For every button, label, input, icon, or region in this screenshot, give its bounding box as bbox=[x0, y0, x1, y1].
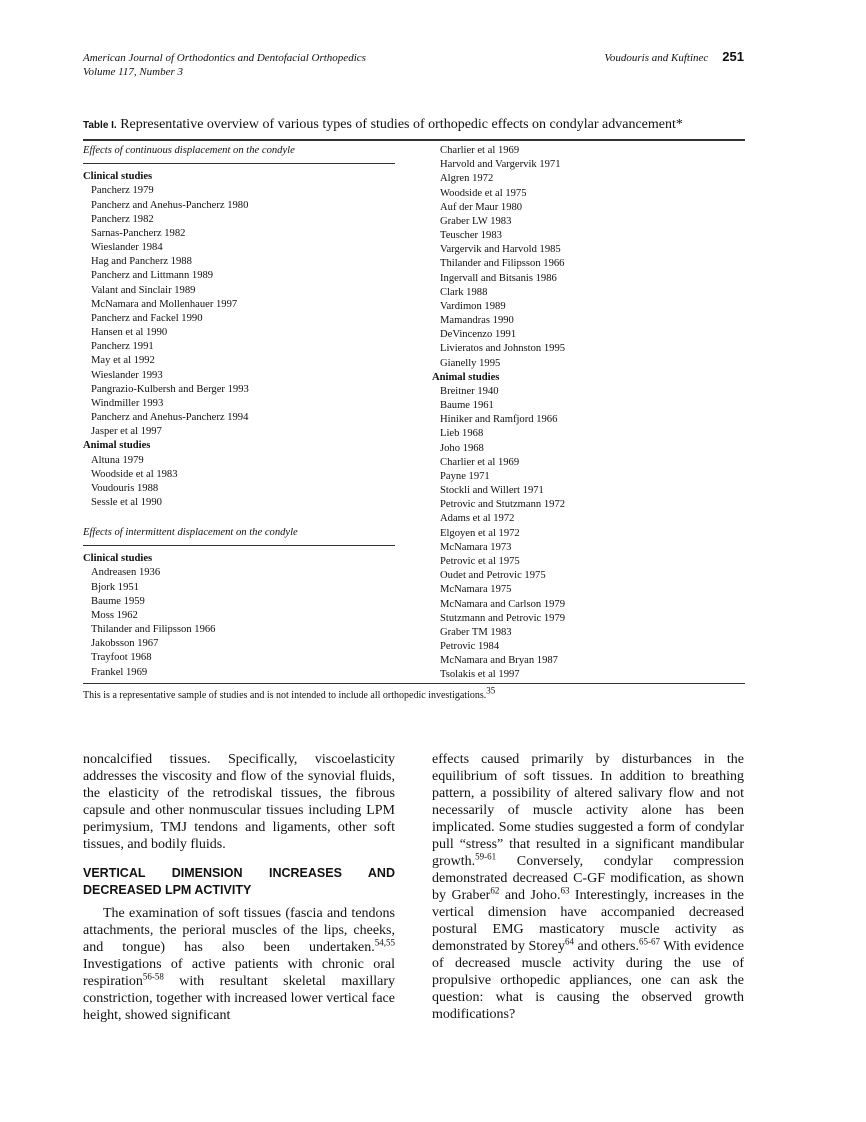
table-row: McNamara 1973 bbox=[440, 541, 512, 553]
table-left-column-intermittent bbox=[83, 526, 298, 680]
table-group-heading: Clinical studies bbox=[83, 171, 153, 183]
table-row: Baume 1959 bbox=[91, 595, 145, 607]
footnote-text: This is a representative sample of studies and is not intended to include all orthopedic investigations. bbox=[83, 690, 487, 701]
table-row: Charlier et al 1969 bbox=[440, 145, 520, 156]
table-row: Voudouris 1988 bbox=[91, 482, 159, 494]
table-row: Lieb 1968 bbox=[440, 428, 484, 440]
table-right-column bbox=[432, 144, 565, 683]
table-row: Joho 1968 bbox=[440, 442, 484, 454]
page-number: 251 bbox=[722, 49, 744, 64]
table-row: Thilander and Filipsson 1966 bbox=[91, 624, 216, 636]
table-row: Woodside et al 1975 bbox=[440, 187, 527, 199]
table-row: Sarnas-Pancherz 1982 bbox=[91, 227, 186, 239]
table-row: Tsolakis et al 1997 bbox=[440, 669, 520, 681]
table-bottom-rule bbox=[83, 683, 745, 684]
table-row: Vargervik and Harvold 1985 bbox=[440, 244, 561, 256]
section-heading: VERTICAL DIMENSION INCREASES AND DECREASED LPM ACTIVITY bbox=[83, 866, 395, 897]
table-row: Oudet and Petrovic 1975 bbox=[440, 570, 546, 582]
table-row: Pancherz 1979 bbox=[91, 185, 154, 197]
table-row: Woodside et al 1983 bbox=[91, 468, 178, 480]
table-row: Altuna 1979 bbox=[91, 454, 144, 466]
paragraph: effects caused primarily by disturbances in the equilibrium of soft tissues. In addition to breathing pattern, a possibility of altered salivary flow and not necessarily of muscle activity alone has been implicated. Some studies suggested a form of condylar pull “stress” that resulted in a significant mandibular growth.$^{59-61}$ Conversely, condylar compression demonstrated decreased C-GF modification, as shown by Graber$^{62}$ and Joho.$^{63}$ Interestingly, increases in the vertical dimension have accompanied decreased postural EMG masticatory muscle activity as demonstrated by Storey$^{64}$ and others.$^{65-67}$ With evidence of decreased muscle activity during the use of propulsive orthopedic appliances, one can ask the question: what is causing the observed growth modifications? bbox=[432, 752, 744, 1022]
table-row: Pancherz 1982 bbox=[91, 213, 154, 225]
table-row: Harvold and Vargervik 1971 bbox=[440, 159, 561, 171]
table-row: Jasper et al 1997 bbox=[91, 426, 162, 438]
table-row: Vardimon 1989 bbox=[440, 300, 506, 312]
table-row: Payne 1971 bbox=[440, 470, 490, 482]
table-group-heading: Animal studies bbox=[432, 371, 500, 383]
table-row: May et al 1992 bbox=[91, 355, 155, 367]
table-row: Bjork 1951 bbox=[91, 581, 139, 593]
table-top-rule bbox=[83, 139, 745, 141]
table-row: Auf der Maur 1980 bbox=[440, 201, 523, 213]
table-row: Graber LW 1983 bbox=[440, 215, 512, 227]
table-row: Algren 1972 bbox=[440, 173, 494, 185]
table-row: McNamara and Bryan 1987 bbox=[440, 655, 558, 667]
table-row: Graber TM 1983 bbox=[440, 626, 512, 638]
table-row: Adams et al 1972 bbox=[440, 513, 515, 525]
body-right-column bbox=[432, 751, 744, 1023]
table-row: Pancherz and Fackel 1990 bbox=[91, 312, 203, 324]
paragraph: The examination of soft tissues (fascia and tendons attachments, the perioral muscles of the lips, cheeks, and tongue) has also been undertaken.$^{54,55}$ Investigations of active patients with chronic oral respiration$^{56-58}$ with resultant skeletal maxillary constriction, together with increased lower vertical face height, showed significant bbox=[83, 906, 395, 1023]
table-section-title: Effects of intermittent displacement on the condyle bbox=[83, 527, 298, 538]
table-row: Pancherz and Littmann 1989 bbox=[91, 270, 214, 282]
table-row: Stutzmann and Petrovic 1979 bbox=[440, 612, 566, 624]
table-row: Breitner 1940 bbox=[440, 385, 499, 397]
table-row: Teuscher 1983 bbox=[440, 230, 502, 242]
table-row: Hiniker and Ramfjord 1966 bbox=[440, 414, 558, 426]
body-left-column bbox=[83, 751, 395, 1024]
table-row: Pancherz and Anehus-Pancherz 1994 bbox=[91, 412, 249, 424]
running-header-left bbox=[83, 51, 366, 79]
journal-title: American Journal of Orthodontics and Dentofacial Orthopedics bbox=[83, 52, 366, 64]
table-group-heading: Animal studies bbox=[83, 440, 151, 452]
table-row: Wieslander 1984 bbox=[91, 242, 163, 254]
table-row: Wieslander 1993 bbox=[91, 369, 163, 381]
table-row: Gianelly 1995 bbox=[440, 357, 501, 369]
table-row: Valant and Sinclair 1989 bbox=[91, 284, 196, 296]
table-section-title: Effects of continuous displacement on the condyle bbox=[83, 145, 295, 156]
paragraph: noncalcified tissues. Specifically, viscoelasticity addresses the viscosity and flow of the synovial fluids, the elasticity of the retrodiskal tissues, the fibrous capsule and other nonmuscular tissues including LPM perimysium, TMJ tendons and ligaments, other soft tissues, and bodily fluids. bbox=[83, 752, 395, 852]
table-row: Jakobsson 1967 bbox=[91, 638, 159, 650]
table-row: McNamara and Mollenhauer 1997 bbox=[91, 298, 238, 310]
table-label: Table I. bbox=[83, 120, 117, 131]
table-row: Livieratos and Johnston 1995 bbox=[440, 343, 566, 355]
table-row: Petrovic and Stutzmann 1972 bbox=[440, 499, 566, 511]
table-row: Moss 1962 bbox=[91, 609, 138, 621]
table-row: Pancherz and Anehus-Pancherz 1980 bbox=[91, 199, 249, 211]
table-row: Pangrazio-Kulbersh and Berger 1993 bbox=[91, 383, 249, 395]
table-row: Petrovic et al 1975 bbox=[440, 555, 520, 567]
table-row: Andreasen 1936 bbox=[91, 567, 161, 579]
table-row: Clark 1988 bbox=[440, 286, 488, 298]
table-row: Hag and Pancherz 1988 bbox=[91, 256, 192, 268]
table-row: Baume 1961 bbox=[440, 400, 494, 412]
table-row: Frankel 1969 bbox=[91, 666, 148, 678]
table-row: Elgoyen et al 1972 bbox=[440, 527, 520, 539]
table-group-heading: Clinical studies bbox=[83, 553, 153, 565]
table-row: Hansen et al 1990 bbox=[91, 327, 168, 339]
table-row: Pancherz 1991 bbox=[91, 341, 154, 353]
table-row: DeVincenzo 1991 bbox=[440, 329, 517, 341]
authors: Voudouris and Kuftinec bbox=[604, 52, 709, 64]
table-footnote bbox=[83, 685, 496, 701]
table-caption bbox=[83, 117, 683, 133]
table-row: Mamandras 1990 bbox=[440, 315, 514, 327]
table-row: Ingervall and Bitsanis 1986 bbox=[440, 272, 557, 284]
table-row: Thilander and Filipsson 1966 bbox=[440, 258, 565, 270]
running-header-right bbox=[604, 50, 744, 65]
journal-volume: Volume 117, Number 3 bbox=[83, 66, 184, 78]
table-row: Windmiller 1993 bbox=[91, 397, 164, 409]
table-row: McNamara and Carlson 1979 bbox=[440, 598, 566, 610]
footnote-ref: 35 bbox=[486, 685, 496, 696]
table-row: McNamara 1975 bbox=[440, 584, 512, 596]
table-row: Sessle et al 1990 bbox=[91, 497, 162, 509]
table-row: Trayfoot 1968 bbox=[91, 652, 152, 664]
table-row: Stockli and Willert 1971 bbox=[440, 485, 544, 497]
table-caption-text: Representative overview of various types of studies of orthopedic effects on condylar advancement* bbox=[120, 117, 683, 132]
table-row: Charlier et al 1969 bbox=[440, 456, 520, 468]
table-left-column bbox=[83, 144, 295, 510]
table-row: Petrovic 1984 bbox=[440, 641, 500, 653]
